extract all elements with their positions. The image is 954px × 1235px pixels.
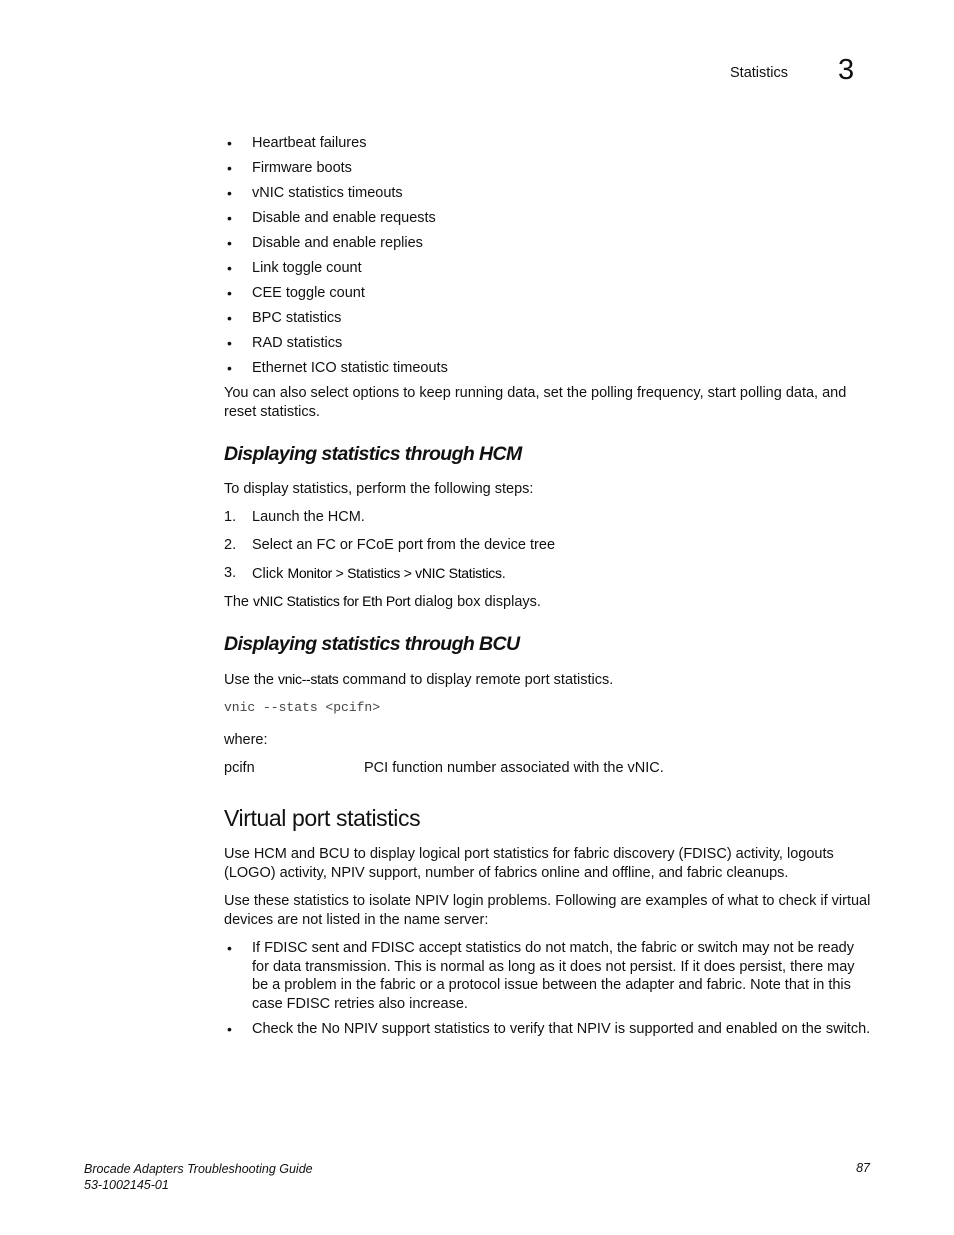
hcm-steps (224, 508, 874, 592)
bullet-icon: • (227, 135, 232, 151)
list-item: • vNIC statistics timeouts (227, 185, 403, 201)
step-item: 1. Launch the HCM. (224, 509, 365, 525)
footer-doc-info (84, 1161, 313, 1193)
bullet-icon: • (227, 940, 232, 956)
code-sample: vnic --stats <pcifn> (224, 700, 381, 715)
bcu-heading: Displaying statistics through BCU (224, 633, 520, 655)
list-item: • Disable and enable replies (227, 235, 423, 251)
bullet-icon: • (227, 310, 232, 326)
bullet-icon: • (227, 285, 232, 301)
command-name: vnic--stats (278, 671, 339, 687)
list-item: • RAD statistics (227, 335, 343, 351)
menu-path: Monitor > Statistics > vNIC Statistics (287, 565, 502, 581)
running-header-section: Statistics (730, 65, 789, 81)
virtual-para-2: Use these statistics to isolate NPIV login problems. Following are examples of what to check if virtual devices are not listed in the name server: (224, 893, 871, 928)
list-item: • Ethernet ICO statistic timeouts (227, 360, 448, 376)
virtual-bullet-list (224, 939, 874, 1039)
step-item: 2. Select an FC or FCoE port from the device tree (224, 537, 556, 553)
bullet-icon: • (227, 335, 232, 351)
list-item: • Firmware boots (227, 160, 352, 176)
virtual-port-heading: Virtual port statistics (224, 805, 421, 831)
page-number: 87 (856, 1161, 870, 1175)
hcm-intro: To display statistics, perform the following steps: (224, 481, 534, 497)
chapter-number: 3 (838, 54, 855, 86)
options-paragraph: You can also select options to keep running data, set the polling frequency, start polling data, and reset statistics. (224, 385, 847, 420)
list-item: • Disable and enable requests (227, 210, 436, 226)
bcu-usage: Use the vnic--stats command to display remote port statistics. (224, 671, 614, 688)
bullet-icon: • (227, 260, 232, 276)
list-item: • BPC statistics (227, 310, 342, 326)
list-item: • CEE toggle count (227, 285, 365, 301)
bullet-icon: • (227, 160, 232, 176)
virtual-para-1: Use HCM and BCU to display logical port statistics for fabric discovery (FDISC) activity, logouts (LOGO) activity, NPIV support, number of fabrics online and offline, and fabric cleanups. (224, 846, 834, 881)
bullet-icon: • (227, 235, 232, 251)
where-label: where: (224, 732, 268, 748)
dialog-name: vNIC Statistics for Eth Port (253, 593, 411, 609)
bullet-icon: • (227, 210, 232, 226)
list-item: • Check the No NPIV support statistics to verify that NPIV is supported and enabled on the switch. (227, 1021, 871, 1037)
parameter-term: pcifn (224, 760, 255, 776)
bullet-icon: • (227, 1021, 232, 1037)
footer-doc-number: 53-1002145-01 (84, 1178, 169, 1192)
hcm-result: The vNIC Statistics for Eth Port dialog box displays. (224, 593, 541, 610)
footer-title: Brocade Adapters Troubleshooting Guide (84, 1162, 313, 1176)
step-item: 3. Click Monitor > Statistics > vNIC Statistics. (224, 565, 506, 582)
parameter-definition: PCI function number associated with the vNIC. (364, 760, 664, 776)
bullet-icon: • (227, 360, 232, 376)
list-item: • Link toggle count (227, 260, 362, 276)
bullet-icon: • (227, 185, 232, 201)
list-item: • Heartbeat failures (227, 135, 367, 151)
list-item: • If FDISC sent and FDISC accept statistics do not match, the fabric or switch may not be ready for data transmission. This is normal as long as it does not persist. If it does persist, there may be a problem in the fabric or a protocol issue between the adapter and fabric. Note that in this case FDISC retries also increase. (227, 940, 855, 1012)
statistics-bullet-list (224, 134, 874, 384)
hcm-heading: Displaying statistics through HCM (224, 443, 522, 465)
